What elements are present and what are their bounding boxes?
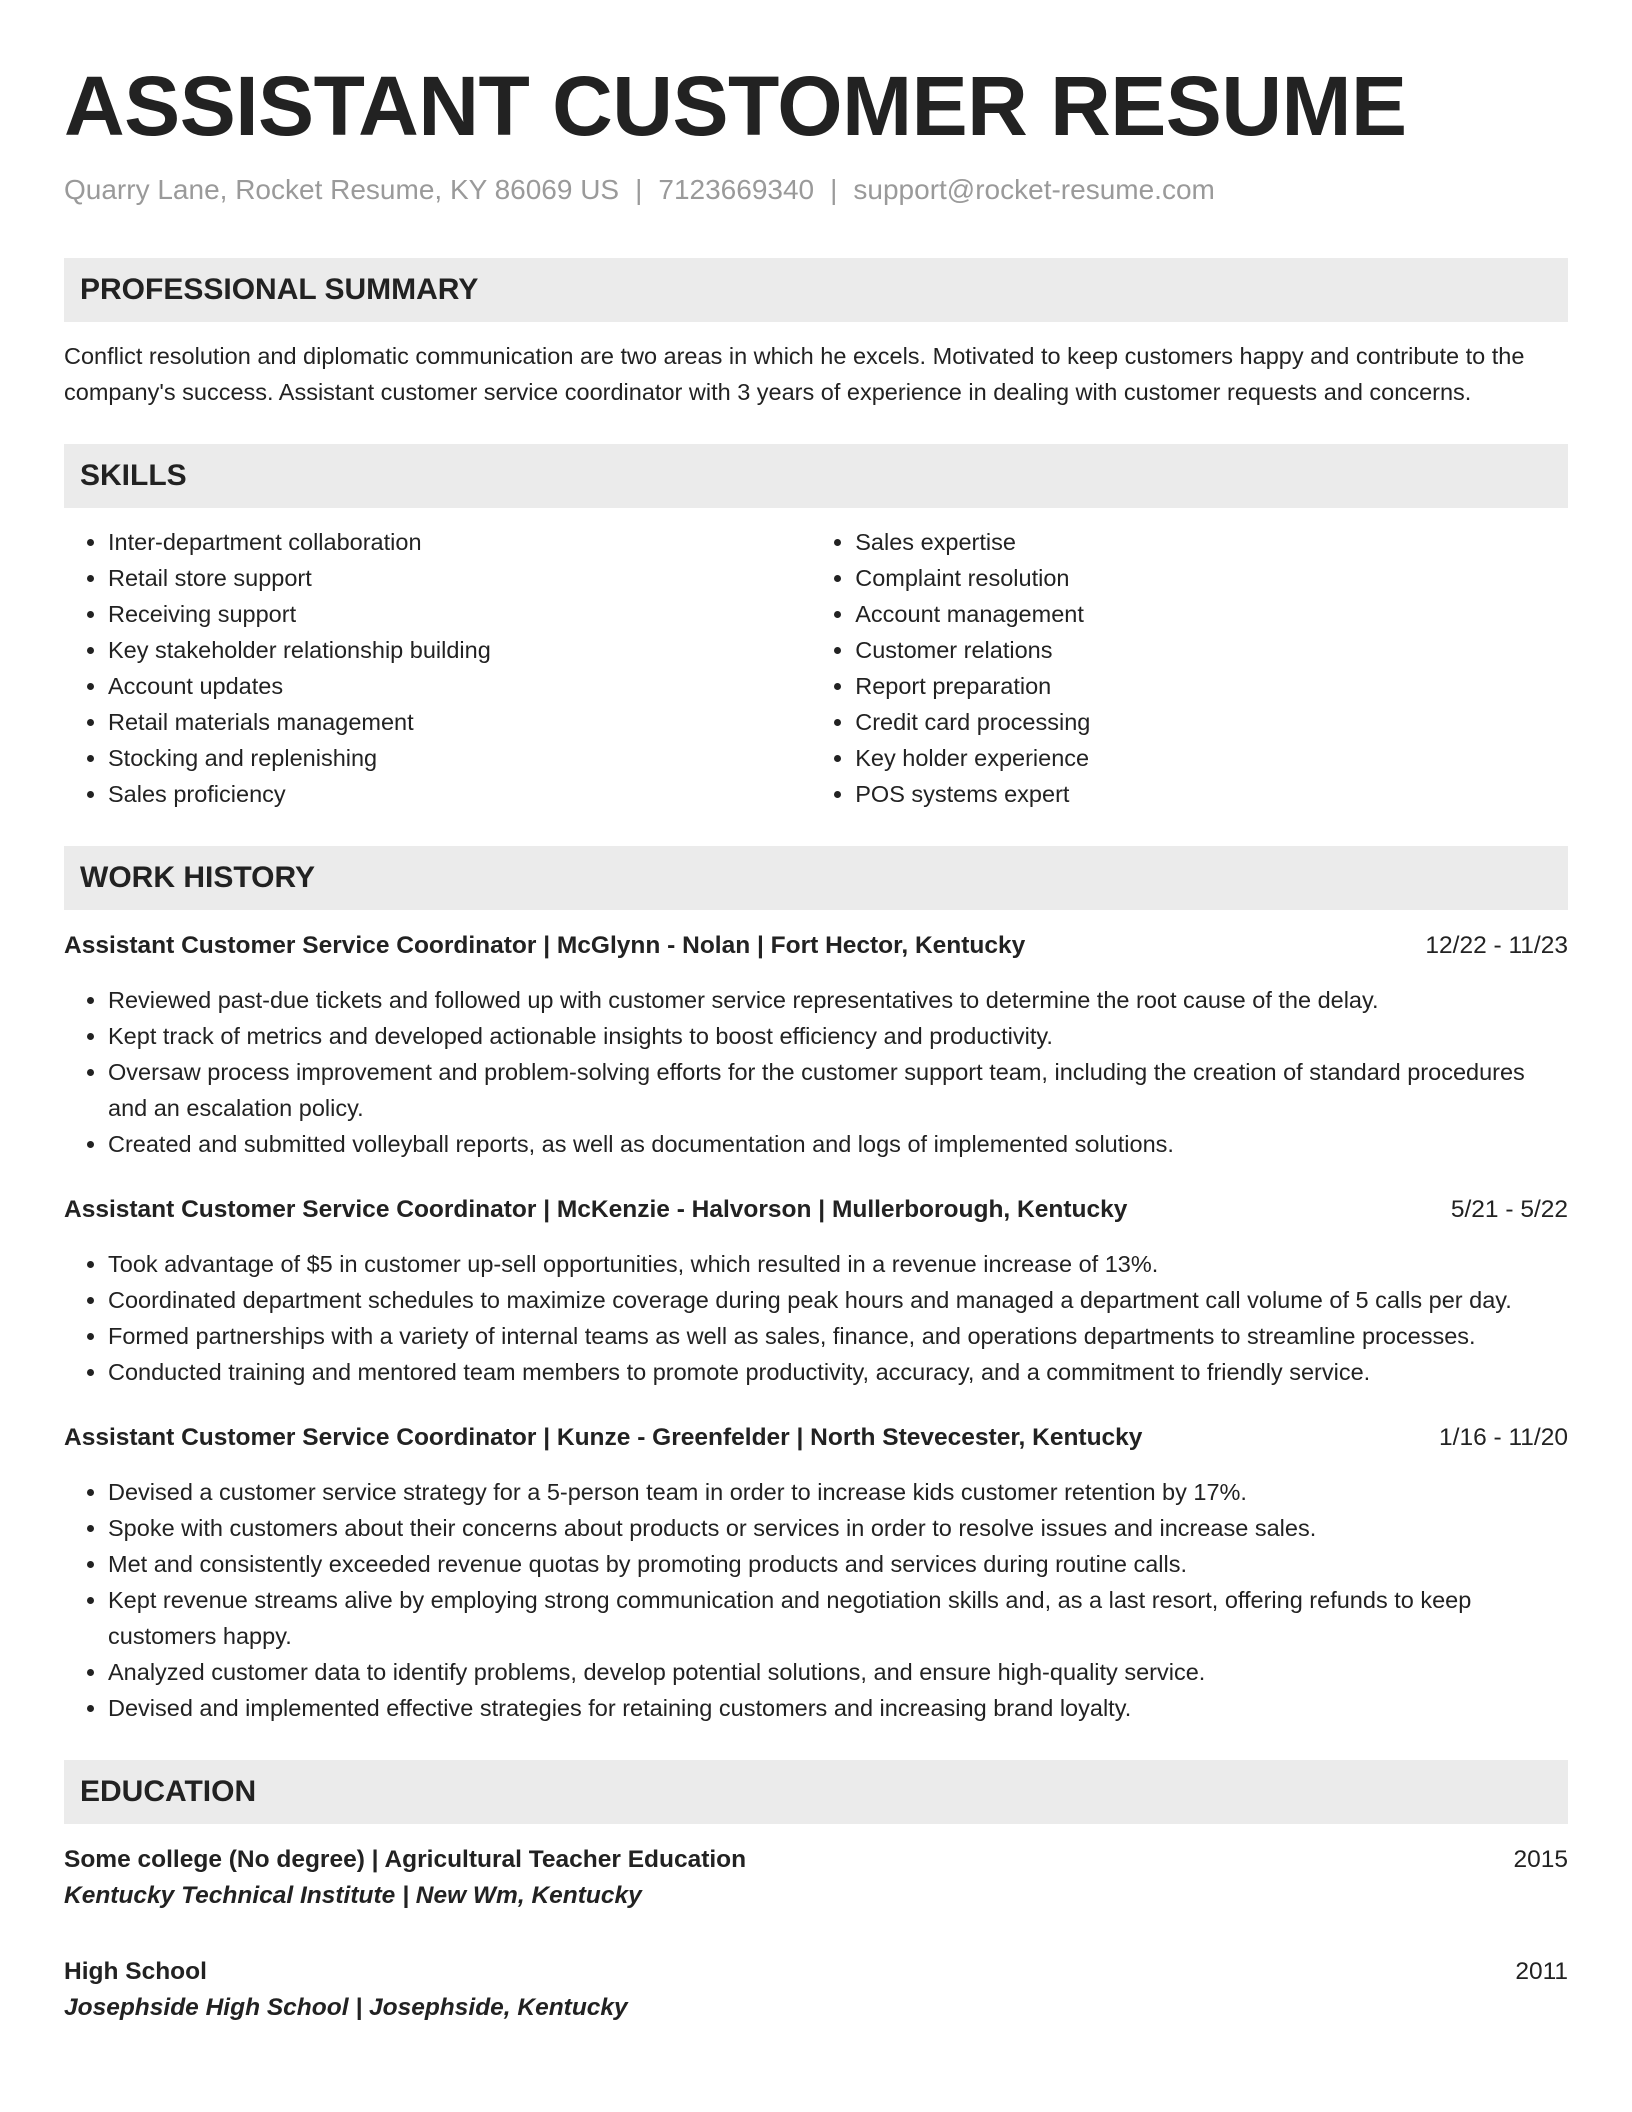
- skill-item: • Account management: [855, 596, 1568, 632]
- job-title: Assistant Customer Service Coordinator | McGlynn - Nolan | Fort Hector, Kentucky: [64, 932, 1026, 959]
- job-bullet: • Reviewed past-due tickets and followed up with customer service representatives to determine the root cause of the delay.: [108, 982, 1568, 1018]
- education-header: [64, 1842, 1568, 1878]
- job-title: Assistant Customer Service Coordinator | McKenzie - Halvorson | Mullerborough, Kentucky: [64, 1196, 1128, 1223]
- education-school: Josephside High School | Josephside, Kentucky: [64, 1994, 628, 2021]
- job-bullets: [64, 1246, 1568, 1390]
- job-bullet: • Analyzed customer data to identify problems, develop potential solutions, and ensure high-quality service.: [108, 1654, 1568, 1690]
- job-bullet: • Spoke with customers about their concerns about products or services in order to resolve issues and increase sales.: [108, 1510, 1568, 1546]
- contact-email: support@rocket-resume.com: [853, 174, 1215, 205]
- skills-column-right: [811, 524, 1568, 812]
- skill-item: • Complaint resolution: [855, 560, 1568, 596]
- job-header: [64, 1192, 1568, 1228]
- summary-text: Conflict resolution and diplomatic communication are two areas in which he excels. Motivated to keep customers happy and contribute to the company's success. Assistant customer service coordinator with 3 years of experience in dealing with customer requests and concerns.: [64, 343, 1525, 405]
- contact-separator: |: [830, 174, 838, 205]
- skill-item: • Receiving support: [108, 596, 811, 632]
- contact-line: [64, 172, 1568, 208]
- skills-column-left: [64, 524, 811, 812]
- job-bullet: • Formed partnerships with a variety of internal teams as well as sales, finance, and operations departments to streamline processes.: [108, 1318, 1568, 1354]
- job-bullet: • Created and submitted volleyball reports, as well as documentation and logs of implemented solutions.: [108, 1126, 1568, 1162]
- education-school: Kentucky Technical Institute | New Wm, Kentucky: [64, 1882, 642, 1909]
- education-year: 2015: [1513, 1846, 1568, 1873]
- skill-item: • Sales proficiency: [108, 776, 811, 812]
- job-bullets: [64, 982, 1568, 1162]
- contact-address: Quarry Lane, Rocket Resume, KY 86069 US: [64, 174, 620, 205]
- job-bullet: • Oversaw process improvement and problem-solving efforts for the customer support team, including the creation of standard procedures and an escalation policy.: [108, 1054, 1568, 1126]
- job-dates: 5/21 - 5/22: [1450, 1196, 1568, 1223]
- job-bullet: • Kept track of metrics and developed actionable insights to boost efficiency and productivity.: [108, 1018, 1568, 1054]
- skill-item: • Inter-department collaboration: [108, 524, 811, 560]
- skill-item: • Credit card processing: [855, 704, 1568, 740]
- skill-item: • Retail store support: [108, 560, 811, 596]
- job-bullets: [64, 1474, 1568, 1726]
- job-entry: [64, 1192, 1568, 1390]
- education-degree: Some college (No degree) | Agricultural Teacher Education: [64, 1846, 747, 1873]
- education-degree: High School: [64, 1958, 207, 1985]
- skill-item: • Retail materials management: [108, 704, 811, 740]
- skill-item: • Key stakeholder relationship building: [108, 632, 811, 668]
- job-entry: [64, 928, 1568, 1162]
- contact-phone: 7123669340: [658, 174, 815, 205]
- skill-item: • Account updates: [108, 668, 811, 704]
- job-bullet: • Coordinated department schedules to maximize coverage during peak hours and managed a department call volume of 5 calls per day.: [108, 1282, 1568, 1318]
- section-heading-summary: PROFESSIONAL SUMMARY: [64, 258, 1568, 322]
- skill-item: • Report preparation: [855, 668, 1568, 704]
- skill-item: • Key holder experience: [855, 740, 1568, 776]
- skill-item: • Sales expertise: [855, 524, 1568, 560]
- job-header: [64, 1420, 1568, 1456]
- job-title: Assistant Customer Service Coordinator | Kunze - Greenfelder | North Stevecester, Kentucky: [64, 1424, 1143, 1451]
- job-header: [64, 928, 1568, 964]
- section-heading-education: EDUCATION: [64, 1760, 1568, 1824]
- contact-separator: |: [635, 174, 643, 205]
- skill-item: • POS systems expert: [855, 776, 1568, 812]
- section-heading-skills: SKILLS: [64, 444, 1568, 508]
- resume-title: ASSISTANT CUSTOMER RESUME: [64, 59, 1407, 153]
- skills-list: [64, 524, 1568, 812]
- skill-item: • Stocking and replenishing: [108, 740, 811, 776]
- job-bullet: • Conducted training and mentored team members to promote productivity, accuracy, and a commitment to friendly service.: [108, 1354, 1568, 1390]
- job-bullet: • Devised and implemented effective strategies for retaining customers and increasing brand loyalty.: [108, 1690, 1568, 1726]
- job-dates: 1/16 - 11/20: [1439, 1424, 1568, 1451]
- education-entry: [64, 1842, 1568, 1914]
- job-bullet: • Devised a customer service strategy for a 5-person team in order to increase kids customer retention by 17%.: [108, 1474, 1568, 1510]
- education-header: [64, 1954, 1568, 1990]
- job-dates: 12/22 - 11/23: [1425, 932, 1568, 959]
- job-bullet: • Kept revenue streams alive by employing strong communication and negotiation skills and, as a last resort, offering refunds to keep customers happy.: [108, 1582, 1568, 1654]
- job-bullet: • Met and consistently exceeded revenue quotas by promoting products and services during routine calls.: [108, 1546, 1568, 1582]
- education-year: 2011: [1515, 1958, 1568, 1985]
- education-entry: [64, 1954, 1568, 2026]
- job-entry: [64, 1420, 1568, 1726]
- skill-item: • Customer relations: [855, 632, 1568, 668]
- section-heading-work-history: WORK HISTORY: [64, 846, 1568, 910]
- job-bullet: • Took advantage of $5 in customer up-sell opportunities, which resulted in a revenue increase of 13%.: [108, 1246, 1568, 1282]
